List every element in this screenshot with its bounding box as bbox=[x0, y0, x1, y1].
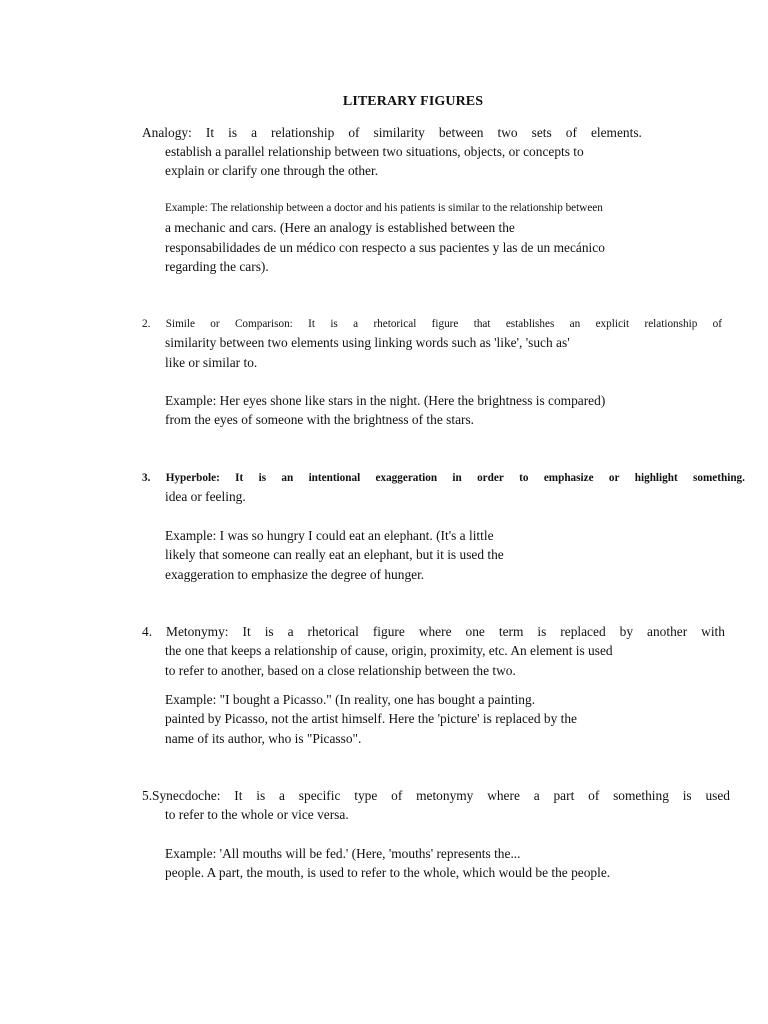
justified-word: type bbox=[354, 788, 378, 803]
justified-word: with bbox=[701, 624, 725, 639]
justified-word: It bbox=[205, 125, 215, 140]
synecdoche-example-line: Example: 'All mouths will be fed.' (Here, 'mouths' represents the... bbox=[165, 846, 521, 861]
justified-word: is bbox=[537, 624, 547, 639]
justified-word: is bbox=[228, 125, 238, 140]
justified-word: of bbox=[588, 788, 600, 803]
justified-word: establishes bbox=[505, 318, 555, 330]
justified-word: of bbox=[391, 788, 403, 803]
justified-word: an bbox=[569, 318, 581, 330]
justified-word: a bbox=[251, 125, 258, 140]
justified-word: a bbox=[353, 318, 359, 330]
justified-word: 3. bbox=[142, 472, 151, 484]
justified-word: figure bbox=[431, 318, 459, 330]
analogy-example-line: responsabilidades de un médico con respecto a sus pacientes y las de un mecánico bbox=[165, 240, 605, 255]
justified-word: It bbox=[308, 318, 315, 330]
justified-word: a bbox=[533, 788, 540, 803]
justified-word: is bbox=[256, 788, 266, 803]
justified-word: rhetorical bbox=[307, 624, 359, 639]
justified-word: Simile bbox=[165, 318, 195, 330]
synecdoche-body-line: to refer to the whole or vice versa. bbox=[165, 807, 349, 822]
justified-word: It bbox=[242, 624, 251, 639]
justified-word: specific bbox=[298, 788, 341, 803]
analogy-body-line: explain or clarify one through the other. bbox=[165, 163, 379, 178]
justified-word: 4. bbox=[142, 624, 153, 639]
justified-word: something bbox=[613, 788, 669, 803]
justified-word: relationship bbox=[644, 318, 698, 330]
justified-word: term bbox=[498, 624, 524, 639]
justified-word: similarity bbox=[373, 125, 425, 140]
justified-word: Analogy: bbox=[142, 125, 192, 140]
justified-word: exaggeration bbox=[375, 472, 438, 484]
analogy-example-line: regarding the cars). bbox=[165, 259, 269, 274]
metonymy-body-line: to refer to another, based on a close relationship between the two. bbox=[165, 663, 516, 678]
justified-word: part bbox=[553, 788, 575, 803]
justified-word: relationship bbox=[271, 125, 335, 140]
justified-word: Metonymy: bbox=[166, 624, 229, 639]
justified-word: It bbox=[234, 788, 243, 803]
justified-word: that bbox=[473, 318, 491, 330]
simile-example-line: from the eyes of someone with the brightness of the stars. bbox=[165, 412, 475, 427]
analogy-example-line: Example: The relationship between a doctor and his patients is similar to the relationship between bbox=[165, 202, 603, 214]
justified-word: elements. bbox=[590, 125, 642, 140]
justified-word: a bbox=[279, 788, 285, 803]
hyperbole-first-line bbox=[142, 469, 745, 487]
synecdoche-first-line bbox=[142, 787, 730, 805]
justified-word: figure bbox=[372, 624, 405, 639]
justified-word: is bbox=[330, 318, 338, 330]
hyperbole-example-line: Example: I was so hungry I could eat an elephant. (It's a little bbox=[165, 528, 494, 543]
synecdoche-example-line: people. A part, the mouth, is used to refer to the whole, which would be the people. bbox=[165, 865, 611, 880]
justified-word: sets bbox=[531, 125, 552, 140]
metonymy-body-line: the one that keeps a relationship of cause, origin, proximity, etc. An element is used bbox=[165, 643, 613, 658]
metonymy-example-line: Example: "I bought a Picasso." (In reality, one has bought a painting. bbox=[165, 692, 536, 707]
justified-word: where bbox=[487, 788, 520, 803]
analogy-first-line bbox=[142, 124, 642, 142]
metonymy-example-line: name of its author, who is "Picasso". bbox=[165, 731, 362, 746]
justified-word: intentional bbox=[308, 472, 361, 484]
justified-word: by bbox=[619, 624, 634, 639]
hyperbole-example-line: exaggeration to emphasize the degree of hunger. bbox=[165, 567, 425, 582]
justified-word: 2. bbox=[142, 318, 151, 330]
justified-word: is bbox=[258, 472, 267, 484]
simile-first-line bbox=[142, 315, 722, 333]
justified-word: or bbox=[608, 472, 620, 484]
page-title: LITERARY FIGURES bbox=[342, 94, 484, 109]
justified-word: to bbox=[519, 472, 529, 484]
analogy-example-line: a mechanic and cars. (Here an analogy is established between the bbox=[165, 220, 515, 235]
justified-word: of bbox=[348, 125, 360, 140]
justified-word: two bbox=[497, 125, 518, 140]
justified-word: rhetorical bbox=[373, 318, 417, 330]
metonymy-example-line: painted by Picasso, not the artist himself. Here the 'picture' is replaced by the bbox=[165, 711, 578, 726]
simile-example-line: Example: Her eyes shone like stars in the night. (Here the brightness is compared) bbox=[165, 393, 606, 408]
justified-word: used bbox=[705, 788, 730, 803]
justified-word: replaced bbox=[560, 624, 606, 639]
justified-word: an bbox=[281, 472, 294, 484]
hyperbole-example-line: likely that someone can really eat an elephant, but it is used the bbox=[165, 547, 504, 562]
justified-word: highlight bbox=[634, 472, 678, 484]
metonymy-first-line bbox=[142, 623, 725, 641]
justified-word: another bbox=[647, 624, 688, 639]
justified-word: of bbox=[565, 125, 577, 140]
justified-word: one bbox=[465, 624, 485, 639]
justified-word: between bbox=[438, 125, 484, 140]
justified-word: a bbox=[287, 624, 294, 639]
simile-body-line: similarity between two elements using linking words such as 'like', 'such as' bbox=[165, 335, 570, 350]
justified-word: in bbox=[452, 472, 462, 484]
justified-word: order bbox=[477, 472, 504, 484]
justified-word: is bbox=[682, 788, 692, 803]
justified-word: of bbox=[712, 318, 722, 330]
justified-word: something. bbox=[693, 472, 745, 484]
justified-word: or bbox=[210, 318, 220, 330]
justified-word: explicit bbox=[595, 318, 630, 330]
justified-word: emphasize bbox=[543, 472, 594, 484]
analogy-body-line: establish a parallel relationship between two situations, objects, or concepts to bbox=[165, 144, 584, 159]
justified-word: It bbox=[235, 472, 244, 484]
justified-word: where bbox=[418, 624, 452, 639]
simile-body-line: like or similar to. bbox=[165, 355, 258, 370]
justified-word: Hyperbole: bbox=[165, 472, 220, 484]
justified-word: Comparison: bbox=[234, 318, 293, 330]
justified-word: metonymy bbox=[416, 788, 474, 803]
justified-word: 5.Synecdoche: bbox=[142, 788, 221, 803]
justified-word: is bbox=[264, 624, 274, 639]
hyperbole-body-line: idea or feeling. bbox=[165, 489, 246, 504]
